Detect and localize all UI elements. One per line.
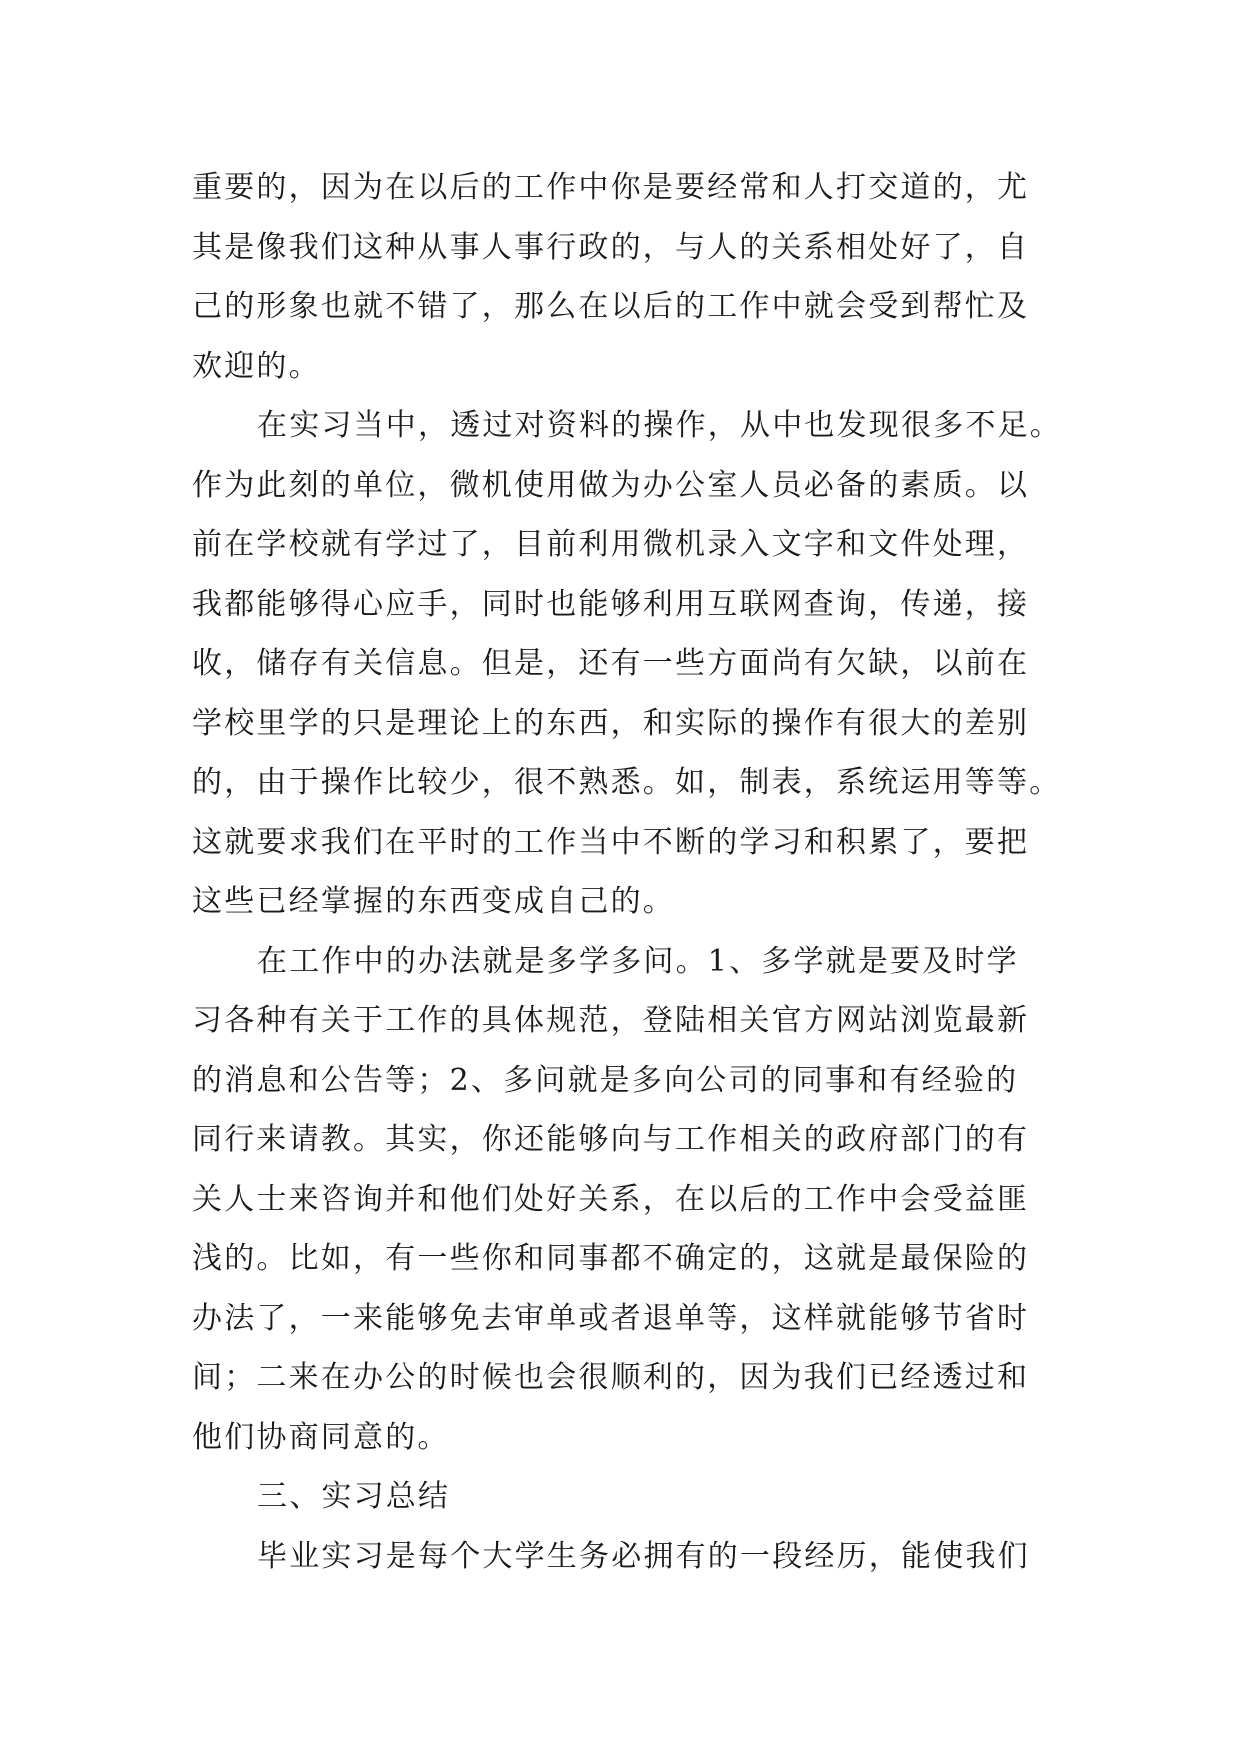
paragraph-start-line: 在工作中的办法就是多学多问。1、多学就是要及时学 [257,943,1019,979]
text-line: 这些已经掌握的东西变成自己的。 [192,884,675,919]
text-line: 关人士来咨询并和他们处好关系，在以后的工作中会受益匪 [192,1181,1030,1217]
text-line: 办法了，一来能够免去审单或者退单等，这样就能够节省时 [192,1300,1030,1336]
paragraph-start-line: 在实习当中，透过对资料的操作，从中也发现很多不足。 [257,408,1062,443]
text-line: 这就要求我们在平时的工作当中不断的学习和积累了，要把 [192,824,1030,860]
text-line: 的，由于操作比较少，很不熟悉。如，制表，系统运用等等。 [192,765,1062,800]
text-line: 同行来请教。其实，你还能够向与工作相关的政府部门的有 [192,1122,1030,1157]
text-line: 的消息和公告等；2、多问就是多向公司的同事和有经验的 [192,1062,1019,1098]
text-line: 前在学校就有学过了，目前利用微机录入文字和文件处理， [192,527,1030,562]
text-line: 习各种有关于工作的具体规范，登陆相关官方网站浏览最新 [192,1003,1030,1038]
text-line: 作为此刻的单位，微机使用做为办公室人员必备的素质。以 [192,467,1030,503]
text-line: 他们协商同意的。 [192,1419,450,1455]
body-text [192,158,1062,1586]
text-line: 间；二来在办公的时候也会很顺利的，因为我们已经透过和 [192,1360,1030,1395]
paragraph-start-line: 毕业实习是每个大学生务必拥有的一段经历，能使我们 [257,1538,1030,1574]
text-line: 浅的。比如，有一些你和同事都不确定的，这就是最保险的 [192,1241,1030,1276]
section-heading: 三、实习总结 [257,1479,451,1514]
text-line: 己的形象也就不错了，那么在以后的工作中就会受到帮忙及 [192,289,1030,324]
text-line: 重要的，因为在以后的工作中你是要经常和人打交道的，尤 [192,170,1030,205]
text-line: 我都能够得心应手，同时也能够利用互联网查询，传递，接 [192,586,1030,622]
text-line: 其是像我们这种从事人事行政的，与人的关系相处好了，自 [192,229,1030,265]
text-line: 欢迎的。 [192,348,321,384]
text-line: 收，储存有关信息。但是，还有一些方面尚有欠缺，以前在 [192,646,1030,681]
text-line: 学校里学的只是理论上的东西，和实际的操作有很大的差别 [192,705,1030,741]
